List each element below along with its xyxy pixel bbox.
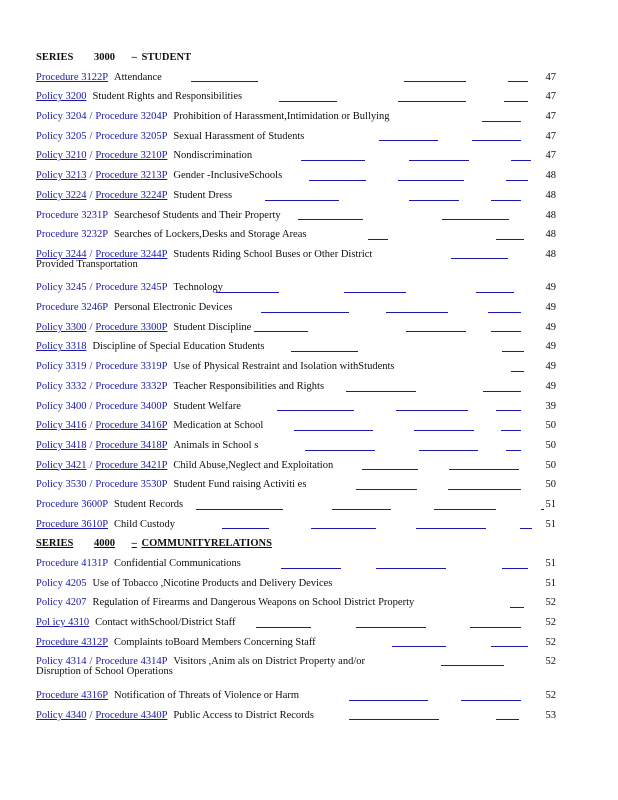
policy-link[interactable]: Policy 3530 bbox=[36, 479, 87, 491]
leader-rule bbox=[356, 489, 417, 490]
leader-rule bbox=[496, 239, 524, 240]
toc-entry bbox=[36, 186, 556, 206]
page-number: 50 bbox=[545, 459, 556, 471]
leader-rule bbox=[398, 101, 466, 102]
page-number: 49 bbox=[545, 361, 556, 373]
leader-rule bbox=[254, 331, 308, 332]
procedure-link[interactable]: Procedure 3421P bbox=[95, 459, 168, 471]
page-number: 47 bbox=[545, 150, 556, 162]
leader-rule bbox=[398, 180, 464, 181]
procedure-link[interactable]: Procedure 3205P bbox=[95, 130, 168, 142]
leader-rule bbox=[506, 450, 521, 451]
leader-rule bbox=[298, 219, 363, 220]
page-number: 52 bbox=[545, 636, 556, 648]
toc-entry bbox=[36, 574, 556, 594]
procedure-link[interactable]: Procedure 3530P bbox=[95, 479, 168, 491]
procedure-link[interactable]: Procedure 3416P bbox=[95, 420, 168, 432]
series-number: 3000 bbox=[93, 52, 115, 63]
policy-link[interactable]: Policy 4205 bbox=[36, 577, 87, 589]
toc-entry bbox=[36, 706, 556, 726]
student-entries bbox=[36, 68, 556, 535]
leader-rule bbox=[379, 140, 438, 141]
procedure-link[interactable]: Procedure 3400P bbox=[95, 400, 168, 412]
procedure-link[interactable]: Procedure 3319P bbox=[95, 361, 168, 373]
leader-rule bbox=[376, 568, 446, 569]
leader-rule bbox=[476, 292, 514, 293]
leader-rule bbox=[470, 627, 521, 628]
leader-rule bbox=[502, 351, 524, 352]
link-separator: / bbox=[89, 459, 93, 471]
series-dash: – bbox=[131, 52, 137, 63]
link-separator: / bbox=[89, 479, 93, 491]
toc-entry bbox=[36, 318, 556, 338]
procedure-link[interactable]: Procedure 3418P bbox=[95, 439, 168, 451]
procedure-link[interactable]: Procedure 3332P bbox=[95, 380, 168, 392]
policy-link[interactable]: Policy 3332 bbox=[36, 380, 87, 392]
policy-link[interactable]: Policy 3244 bbox=[36, 248, 87, 260]
leader-rule bbox=[392, 646, 446, 647]
leader-rule bbox=[309, 180, 366, 181]
entry-title: Student Rights and Responsibilities bbox=[92, 91, 243, 103]
leader-rule bbox=[414, 430, 474, 431]
leader-rule bbox=[346, 391, 416, 392]
toc-entry bbox=[36, 278, 556, 298]
toc-entry bbox=[36, 554, 556, 574]
page-number: 52 bbox=[545, 656, 556, 668]
leader-rule bbox=[419, 450, 478, 451]
procedure-link[interactable]: Procedure 4314P bbox=[95, 656, 168, 668]
procedure-link[interactable]: Procedure 3213P bbox=[95, 170, 168, 182]
table-of-contents bbox=[36, 48, 556, 725]
link-separator: / bbox=[89, 282, 93, 294]
policy-link[interactable]: Policy 3213 bbox=[36, 170, 87, 182]
policy-link[interactable]: Policy 3224 bbox=[36, 189, 87, 201]
entry-title: Notification of Threats of Violence or Harm bbox=[114, 689, 300, 701]
leader-rule bbox=[491, 200, 521, 201]
page-number: 48 bbox=[545, 229, 556, 241]
leader-rule bbox=[482, 121, 521, 122]
page-number: 51 bbox=[545, 518, 556, 530]
entry-title: Searchesof Students and Their Property bbox=[114, 209, 281, 221]
leader-rule bbox=[404, 81, 466, 82]
entry-title: Searches of Lockers,Desks and Storage Areas bbox=[114, 229, 307, 241]
toc-entry bbox=[36, 68, 556, 88]
leader-rule bbox=[349, 719, 439, 720]
entry-title: Student Discipline bbox=[173, 321, 252, 333]
toc-entry bbox=[36, 515, 556, 535]
page-number: 53 bbox=[545, 709, 556, 721]
page-number: 49 bbox=[545, 302, 556, 314]
community-entries bbox=[36, 554, 556, 725]
link-separator: / bbox=[89, 189, 93, 201]
page-number: 48 bbox=[545, 170, 556, 182]
series-name: STUDENT bbox=[141, 52, 192, 63]
toc-entry bbox=[36, 337, 556, 357]
leader-rule bbox=[502, 568, 528, 569]
entry-title: Animals in School s bbox=[173, 439, 259, 451]
procedure-link[interactable]: Procedure 3224P bbox=[95, 189, 168, 201]
link-separator: / bbox=[89, 656, 93, 668]
page-number: 48 bbox=[545, 248, 556, 260]
leader-rule bbox=[281, 568, 341, 569]
leader-rule bbox=[488, 312, 521, 313]
link-separator: / bbox=[89, 380, 93, 392]
leader-rule bbox=[409, 200, 459, 201]
policy-link[interactable]: Policy 3205 bbox=[36, 130, 87, 142]
link-separator: / bbox=[89, 709, 93, 721]
procedure-link[interactable]: Procedure 3210P bbox=[95, 150, 168, 162]
toc-entry bbox=[36, 593, 556, 613]
page-number: 39 bbox=[545, 400, 556, 412]
link-separator: / bbox=[89, 111, 93, 123]
page-number: 49 bbox=[545, 341, 556, 353]
entry-title: Use of Physical Restraint and Isolation withStudents bbox=[173, 361, 395, 373]
procedure-link[interactable]: Procedure 3122P bbox=[36, 71, 109, 83]
entry-title: Complaints toBoard Members Concerning Staff bbox=[114, 636, 316, 648]
page-number: 49 bbox=[545, 380, 556, 392]
link-separator: / bbox=[89, 321, 93, 333]
leader-rule bbox=[396, 410, 468, 411]
toc-entry bbox=[36, 652, 556, 686]
entry-title: Teacher Responsibilities and Rights bbox=[173, 380, 325, 392]
page-number: 51 bbox=[545, 577, 556, 589]
leader-rule bbox=[344, 292, 406, 293]
entry-title-continued: Disruption of School Operations bbox=[36, 666, 173, 678]
leader-rule bbox=[409, 160, 469, 161]
procedure-link[interactable]: Procedure 4312P bbox=[36, 636, 109, 648]
policy-link[interactable]: Policy 3204 bbox=[36, 111, 87, 123]
toc-entry bbox=[36, 298, 556, 318]
toc-entry bbox=[36, 107, 556, 127]
leader-rule bbox=[406, 331, 466, 332]
entry-title: Student Welfare bbox=[173, 400, 241, 412]
leader-rule bbox=[511, 371, 524, 372]
toc-entry bbox=[36, 146, 556, 166]
leader-rule bbox=[305, 450, 375, 451]
policy-link[interactable]: Policy 3300 bbox=[36, 321, 87, 333]
leader-rule bbox=[451, 258, 508, 259]
toc-entry bbox=[36, 633, 556, 653]
link-separator: / bbox=[89, 248, 93, 260]
entry-title: Student Dress bbox=[173, 189, 233, 201]
leader-rule bbox=[491, 646, 528, 647]
leader-rule bbox=[294, 430, 373, 431]
page-number: 49 bbox=[545, 282, 556, 294]
entry-title: Technology bbox=[173, 282, 223, 294]
leader-rule bbox=[222, 528, 269, 529]
toc-entry bbox=[36, 377, 556, 397]
page-number: 48 bbox=[545, 189, 556, 201]
leader-rule bbox=[506, 180, 528, 181]
leader-rule bbox=[301, 160, 365, 161]
leader-rule bbox=[256, 627, 311, 628]
page-number: 52 bbox=[545, 597, 556, 609]
toc-entry bbox=[36, 206, 556, 226]
leader-rule bbox=[472, 140, 521, 141]
series-heading-student bbox=[36, 48, 556, 68]
leader-rule bbox=[265, 200, 339, 201]
leader-rule bbox=[386, 312, 448, 313]
procedure-link[interactable]: Procedure 3232P bbox=[36, 229, 109, 241]
page-number: 50 bbox=[545, 479, 556, 491]
leader-rule bbox=[496, 410, 521, 411]
page-number: 50 bbox=[545, 439, 556, 451]
series-number: 4000 bbox=[93, 538, 115, 550]
entry-title: Child Abuse,Neglect and Exploitation bbox=[173, 459, 334, 471]
leader-rule bbox=[508, 81, 528, 82]
leader-rule bbox=[448, 489, 521, 490]
toc-entry bbox=[36, 436, 556, 456]
series-dash: – bbox=[131, 538, 137, 550]
entry-title: Confidential Communications bbox=[114, 558, 241, 569]
page-number: 47 bbox=[545, 130, 556, 142]
entry-title: Student Fund raising Activiti es bbox=[173, 479, 307, 491]
toc-entry bbox=[36, 397, 556, 417]
link-separator: / bbox=[89, 170, 93, 182]
page-number: 49 bbox=[545, 321, 556, 333]
toc-entry bbox=[36, 416, 556, 436]
entry-title: Attendance bbox=[114, 71, 162, 83]
leader-rule bbox=[461, 700, 521, 701]
leader-rule bbox=[416, 528, 486, 529]
leader-rule bbox=[291, 351, 358, 352]
leader-rule bbox=[349, 700, 428, 701]
toc-entry bbox=[36, 475, 556, 495]
procedure-link[interactable]: Procedure 4131P bbox=[36, 558, 109, 569]
policy-link[interactable]: Policy 3400 bbox=[36, 400, 87, 412]
entry-title: Personal Electronic Devices bbox=[114, 302, 233, 314]
entry-title: Visitors ,Anim als on District Property and/or bbox=[173, 656, 365, 668]
policy-link[interactable]: Policy 4207 bbox=[36, 597, 87, 609]
link-separator: / bbox=[89, 400, 93, 412]
leader-rule bbox=[277, 410, 354, 411]
leader-rule bbox=[449, 469, 519, 470]
series-name: COMMUNITYRELATIONS bbox=[141, 538, 272, 550]
entry-title: Discipline of Special Education Students bbox=[92, 341, 265, 353]
entry-title: Nondiscrimination bbox=[173, 150, 253, 162]
procedure-link[interactable]: Procedure 3231P bbox=[36, 209, 109, 221]
policy-link[interactable]: Policy 3245 bbox=[36, 282, 87, 294]
page-number: 47 bbox=[545, 111, 556, 123]
procedure-link[interactable]: Procedure 3246P bbox=[36, 302, 109, 314]
leader-rule bbox=[483, 391, 521, 392]
procedure-link[interactable]: Procedure 3244P bbox=[95, 248, 168, 260]
page-number: 52 bbox=[545, 617, 556, 629]
toc-entry bbox=[36, 87, 556, 107]
leader-rule bbox=[332, 509, 391, 510]
link-separator: / bbox=[89, 130, 93, 142]
leader-rule bbox=[496, 719, 519, 720]
leader-rule bbox=[442, 219, 509, 220]
toc-entry bbox=[36, 456, 556, 476]
leader-rule bbox=[279, 101, 337, 102]
leader-rule bbox=[368, 239, 388, 240]
series-heading-community bbox=[36, 534, 556, 554]
link-separator: / bbox=[89, 439, 93, 451]
entry-title: Gender -InclusiveSchools bbox=[173, 170, 283, 182]
leader-rule bbox=[356, 627, 426, 628]
leader-rule bbox=[362, 469, 418, 470]
entry-title: Prohibition of Harassment,Intimidation or Bullying bbox=[173, 111, 390, 123]
policy-link[interactable]: Policy 3318 bbox=[36, 341, 87, 353]
link-separator: / bbox=[89, 420, 93, 432]
leader-rule bbox=[434, 509, 496, 510]
toc-entry bbox=[36, 127, 556, 147]
policy-link[interactable]: Policy 3210 bbox=[36, 150, 87, 162]
page-number: 52 bbox=[545, 689, 556, 701]
series-label: SERIES bbox=[36, 538, 74, 550]
toc-entry bbox=[36, 686, 556, 706]
toc-entry bbox=[36, 613, 556, 633]
toc-entry bbox=[36, 495, 556, 515]
leader-rule bbox=[441, 665, 504, 666]
procedure-link[interactable]: Procedure 3300P bbox=[95, 321, 168, 333]
leader-rule bbox=[196, 509, 283, 510]
leader-rule bbox=[261, 312, 349, 313]
policy-link[interactable]: Policy 4340 bbox=[36, 709, 87, 721]
leader-rule bbox=[510, 607, 524, 608]
link-separator: / bbox=[89, 361, 93, 373]
toc-entry bbox=[36, 225, 556, 245]
policy-link[interactable]: Policy 3418 bbox=[36, 439, 87, 451]
leader-rule bbox=[501, 430, 521, 431]
page-number: 50 bbox=[545, 420, 556, 432]
leader-rule bbox=[191, 81, 258, 82]
entry-title: Medication at School bbox=[173, 420, 264, 432]
entry-title: Use of Tobacco ,Nicotine Products and Delivery Devices bbox=[92, 577, 333, 589]
page-number: 47 bbox=[545, 71, 556, 83]
policy-link[interactable]: Policy 3200 bbox=[36, 91, 87, 103]
entry-title: Student Records bbox=[114, 498, 184, 510]
entry-title: Contact withSchool/District Staff bbox=[95, 617, 236, 629]
link-separator: / bbox=[89, 150, 93, 162]
entry-title: Regulation of Firearms and Dangerous Weapons on School District Property bbox=[92, 597, 415, 609]
policy-link[interactable]: Pol icy 4310 bbox=[36, 617, 90, 629]
page-number: 51 bbox=[545, 498, 556, 510]
page-number: 48 bbox=[545, 209, 556, 221]
toc-entry bbox=[36, 357, 556, 377]
procedure-link[interactable]: Procedure 3600P bbox=[36, 498, 109, 510]
policy-link[interactable]: Policy 4314 bbox=[36, 656, 87, 668]
entry-title: Students Riding School Buses or Other District bbox=[173, 248, 373, 260]
leader-rule bbox=[311, 528, 376, 529]
procedure-link[interactable]: Procedure 3245P bbox=[95, 282, 168, 294]
policy-link[interactable]: Policy 3319 bbox=[36, 361, 87, 373]
entry-title: Public Access to District Records bbox=[173, 709, 314, 721]
entry-title: Child Custody bbox=[114, 518, 176, 530]
policy-link[interactable]: Policy 3421 bbox=[36, 459, 87, 471]
leader-rule bbox=[491, 331, 521, 332]
toc-entry bbox=[36, 245, 556, 279]
procedure-link[interactable]: Procedure 3204P bbox=[95, 111, 168, 123]
entry-title-continued: Provided Transportation bbox=[36, 258, 138, 270]
procedure-link[interactable]: Procedure 3610P bbox=[36, 518, 109, 530]
series-label: SERIES bbox=[36, 52, 74, 63]
procedure-link[interactable]: Procedure 4340P bbox=[95, 709, 168, 721]
page-number: 51 bbox=[545, 558, 556, 569]
policy-link[interactable]: Policy 3416 bbox=[36, 420, 87, 432]
toc-entry bbox=[36, 166, 556, 186]
entry-title: Sexual Harassment of Students bbox=[173, 130, 305, 142]
page-number: 47 bbox=[545, 91, 556, 103]
procedure-link[interactable]: Procedure 4316P bbox=[36, 689, 109, 701]
leader-rule bbox=[504, 101, 528, 102]
leader-rule bbox=[216, 292, 279, 293]
